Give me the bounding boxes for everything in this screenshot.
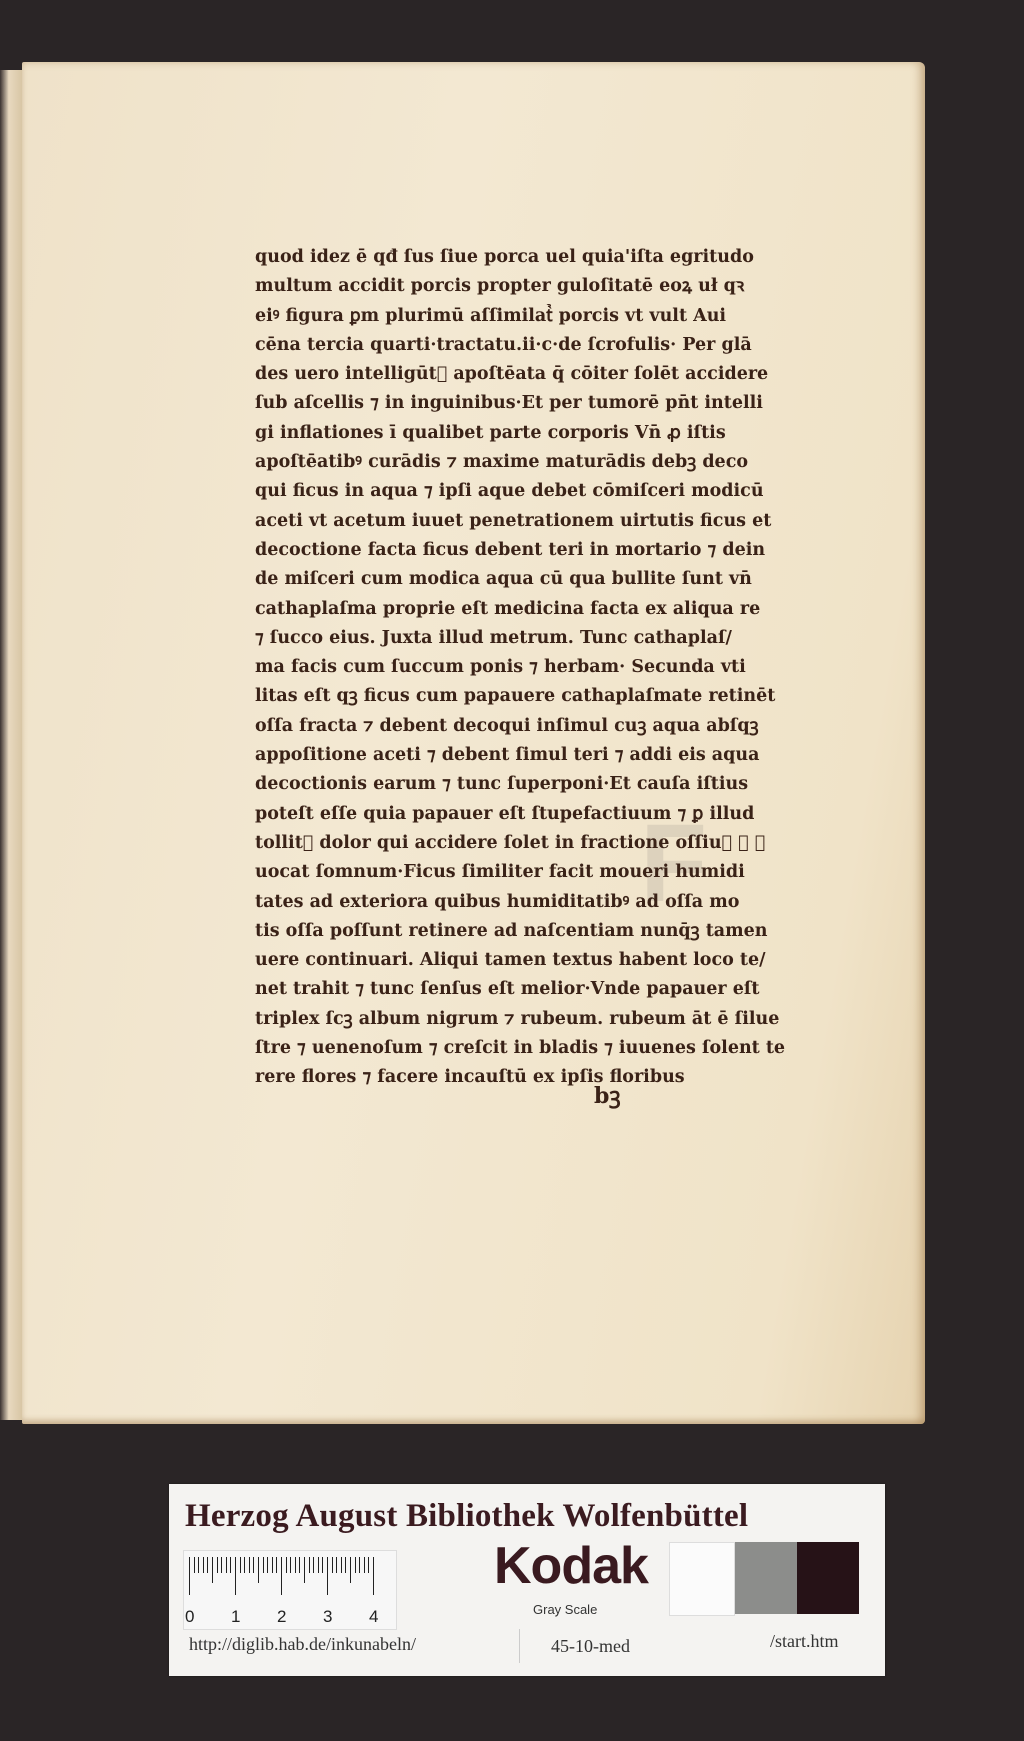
text-line: ⁊ ſucco eius. Juxta illud metrum. Tunc cathaplaſ/	[255, 627, 732, 648]
text-line: quod idez ē qđ ſus ſiue porca uel quia'iſta egritudo	[255, 247, 754, 267]
text-line: uocat ſomnum·Ficus ſimiliter facit moueri humidi	[255, 862, 745, 883]
text-line: decoctione facta ficus debent teri in mortario ⁊ dein	[255, 539, 766, 560]
text-line: rere flores ⁊ facere incauſtū ex ipſis floribus	[255, 1067, 685, 1088]
library-name: Herzog August Bibliothek Wolfenbüttel	[185, 1498, 749, 1534]
ruler-tick	[345, 1557, 346, 1573]
ruler-tick	[336, 1557, 337, 1573]
ruler-tick	[281, 1557, 282, 1595]
ruler-tick	[318, 1557, 319, 1573]
ruler-tick	[217, 1557, 218, 1573]
ruler-tick	[350, 1557, 351, 1583]
text-line: ma facis cum ſuccum ponis ⁊ herbam· Secunda vti	[255, 657, 746, 678]
ruler	[183, 1550, 397, 1630]
page-text	[255, 243, 786, 1093]
shelfmark: 45-10-med	[551, 1636, 630, 1656]
library-color-card	[169, 1484, 885, 1676]
text-line: poteſt eſſe quia papauer eſt ſtupefactiuum ⁊ ꝑ illud	[255, 803, 755, 824]
ruler-tick	[272, 1557, 273, 1573]
ruler-tick	[249, 1557, 250, 1573]
text-line: litas eſt qꝫ ficus cum papauere cathaplaſmate retinēt	[255, 686, 776, 707]
ruler-tick	[364, 1557, 365, 1573]
text-line: gi inflationes ī qualibet parte corporis Vn̄ ꝓ iſtis	[255, 422, 726, 443]
ruler-tick	[221, 1557, 222, 1573]
ruler-tick	[327, 1557, 328, 1595]
ruler-tick	[212, 1557, 213, 1583]
text-line: de miſceri cum modica aqua cū qua bullite ſunt vn̄	[255, 569, 752, 590]
ruler-tick	[368, 1557, 369, 1573]
ruler-number: 3	[323, 1607, 333, 1626]
text-line: decoctionis earum ⁊ tunc ſuperponi·Et cauſa iſtius	[255, 774, 749, 795]
text-line: tates ad exteriora quibus humiditatibꝰ ad oſſa mo	[255, 891, 740, 912]
ruler-number: 0	[185, 1607, 195, 1626]
ruler-tick	[194, 1557, 195, 1573]
ruler-tick	[207, 1557, 208, 1573]
ruler-tick	[332, 1557, 333, 1573]
url-text: http://diglib.hab.de/inkunabeln/	[189, 1634, 416, 1654]
facing-page-edge	[0, 70, 22, 1420]
ruler-number: 2	[277, 1607, 287, 1626]
text-line: net trahit ⁊ tunc ſenſus eſt melior·Vnde papauer eſt	[255, 979, 760, 1000]
text-line: ſtre ⁊ uenenoſum ⁊ creſcit in bladis ⁊ iuuenes ſolent te	[255, 1038, 786, 1059]
ruler-number: 1	[231, 1607, 241, 1626]
ruler-tick	[373, 1557, 374, 1595]
text-line: apoſtēatibꝰ curādis ⁊ maxime maturādis debꝫ deco	[255, 452, 749, 473]
ruler-tick	[240, 1557, 241, 1573]
text-line: multum accidit porcis propter guloſitatē eoꝝ uł qꝛ	[255, 276, 745, 297]
signature-mark: bꝫ	[594, 1083, 621, 1109]
ruler-tick	[263, 1557, 264, 1573]
url-tail: /start.htm	[770, 1631, 839, 1651]
ruler-tick	[341, 1557, 342, 1573]
ruler-tick	[258, 1557, 259, 1583]
white-swatch	[669, 1542, 735, 1616]
ruler-tick	[290, 1557, 291, 1573]
ruler-tick	[322, 1557, 323, 1573]
text-line: uere continuari. Aliqui tamen textus habent loco te/	[255, 950, 766, 971]
text-line: tollitᷣ dolor qui accidere ſolet in fractione oſſiuꝫ ⁊ ꝓ	[255, 832, 766, 853]
watermark-letter: F	[640, 802, 708, 925]
text-line: triplex ſcꝫ album nigrum ⁊ rubeum. rubeum āt ē ſilue	[255, 1008, 780, 1029]
text-line: des uero intelligūtᷣ apoſtēata q̄ cōiter ſolēt accidere	[255, 364, 769, 385]
text-line: ſub aſcellis ⁊ in inguinibus·Et per tumorē pn̄t intelli	[255, 393, 763, 414]
gray-scale-label: Gray Scale	[533, 1602, 598, 1617]
kodak-logo: Kodak	[494, 1537, 648, 1595]
black-swatch	[797, 1542, 859, 1614]
ruler-tick	[309, 1557, 310, 1573]
text-line: eiꝰ figura ꝑm plurimū aſſimilatᷣ porcis vt vult Aui	[255, 305, 727, 326]
gray-swatch	[735, 1542, 797, 1614]
ruler-tick	[253, 1557, 254, 1573]
text-line: cēna tercia quarti·tractatu.ii·c·de ſcrofulis· Per glā	[255, 334, 752, 355]
ruler-tick	[355, 1557, 356, 1573]
ruler-tick	[203, 1557, 204, 1573]
text-line: appoſitione aceti ⁊ debent ſimul teri ⁊ addi eis aqua	[255, 745, 760, 766]
ruler-tick	[359, 1557, 360, 1573]
text-line: qui ficus in aqua ⁊ ipſi aque debet cōmiſceri modicū	[255, 481, 764, 502]
ruler-tick	[230, 1557, 231, 1573]
ruler-number: 4	[369, 1607, 379, 1626]
ruler-tick	[267, 1557, 268, 1573]
ruler-tick	[235, 1557, 236, 1595]
ruler-tick	[286, 1557, 287, 1573]
text-line: aceti vt acetum iuuet penetrationem uirtutis ficus et	[255, 510, 772, 531]
ruler-tick	[295, 1557, 296, 1573]
ruler-tick	[313, 1557, 314, 1573]
text-line: tis oſſa poſſunt retinere ad naſcentiam nunq̄ꝫ tamen	[255, 920, 768, 941]
text-line: oſſa fracta ⁊ debent decoqui inſimul cuꝫ aqua abſqꝫ	[255, 715, 759, 736]
ruler-tick	[189, 1557, 190, 1595]
divider	[519, 1629, 520, 1663]
ruler-tick	[244, 1557, 245, 1573]
ruler-tick	[276, 1557, 277, 1573]
ruler-tick	[299, 1557, 300, 1573]
text-line: cathaplaſma proprie eſt medicina facta ex aliqua re	[255, 598, 761, 619]
ruler-tick	[304, 1557, 305, 1583]
ruler-tick	[198, 1557, 199, 1573]
ruler-tick	[226, 1557, 227, 1573]
